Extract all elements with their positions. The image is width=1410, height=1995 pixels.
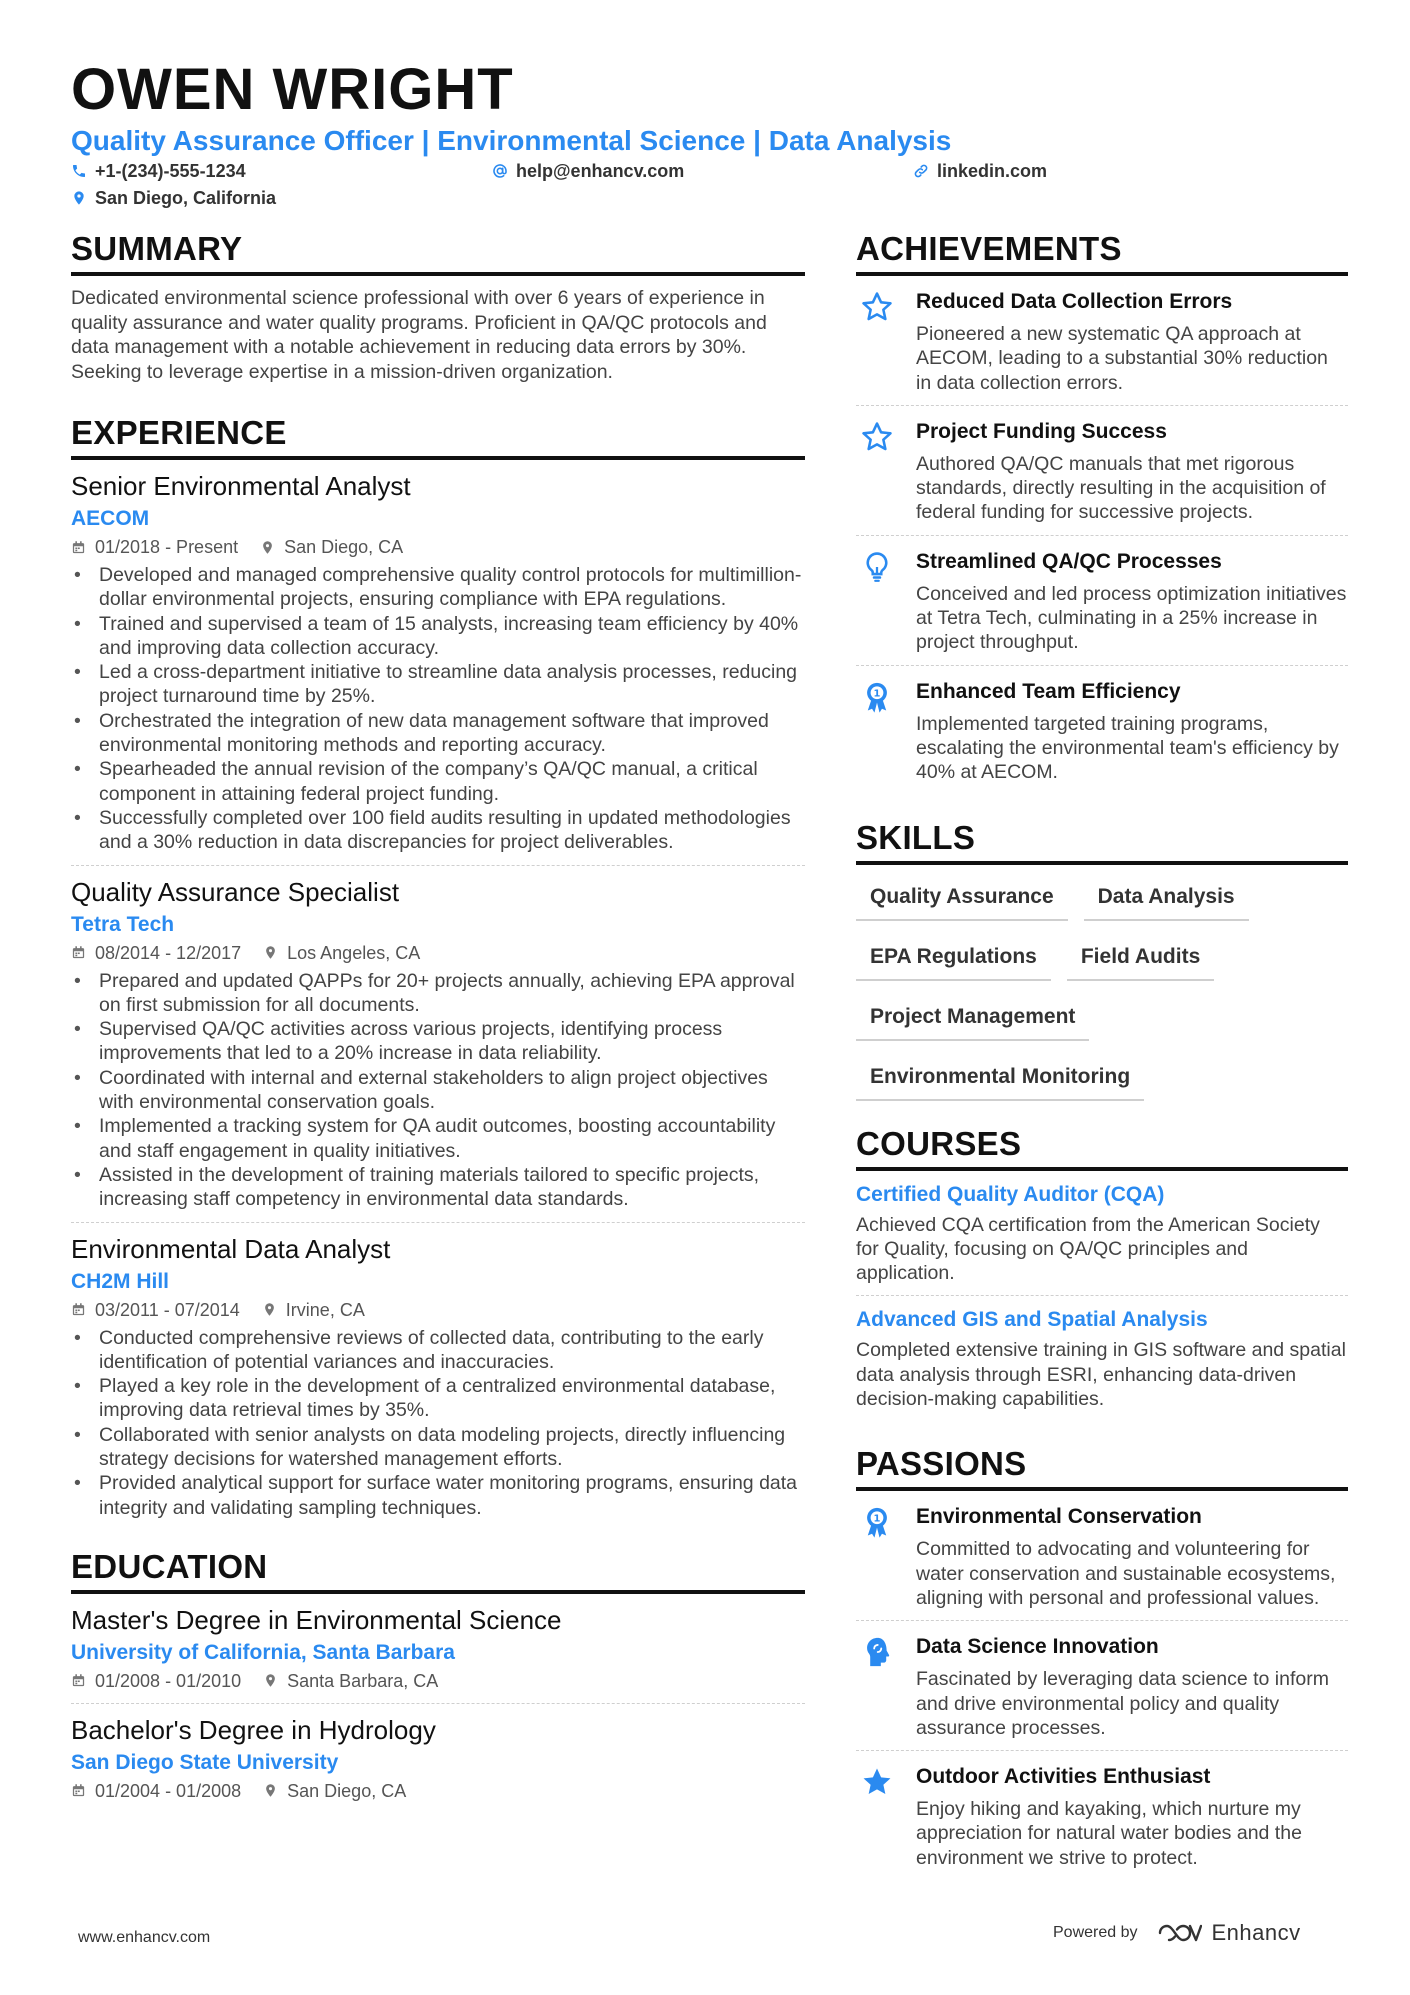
location-pin-icon	[262, 1302, 277, 1317]
company-name: AECOM	[71, 507, 150, 530]
linkedin-text: linkedin.com	[937, 161, 1048, 181]
education-dates	[71, 1669, 241, 1693]
job-bullets	[71, 563, 805, 855]
bullet-item: • Trained and supervised a team of 15 analysts, increasing team efficiency by 40% and improving data collection accuracy.	[71, 612, 805, 661]
achievements-heading: ACHIEVEMENTS	[856, 228, 1348, 276]
location-pin-icon	[263, 945, 278, 960]
job-location-text: San Diego, CA	[284, 537, 404, 557]
school-name: San Diego State University	[71, 1750, 339, 1774]
bullet-item: • Assisted in the development of training materials tailored to specific projects, increasing staff competency in environmental data standards.	[71, 1163, 805, 1212]
calendar-icon	[71, 540, 86, 555]
skills-list	[856, 879, 1348, 1101]
education-location-text: San Diego, CA	[287, 1780, 407, 1801]
achievement-desc: Authored QA/QC manuals that met rigorous standards, directly resulting in the acquisition of federal funding for successive projects.	[916, 452, 1326, 524]
calendar-icon	[71, 1673, 86, 1688]
job-location-text: Los Angeles, CA	[287, 942, 421, 963]
right-column	[856, 228, 1348, 1880]
calendar-icon	[71, 1783, 86, 1798]
award-ribbon-icon	[860, 1505, 894, 1539]
job-location	[263, 941, 420, 965]
calendar-icon	[71, 945, 86, 960]
achievement-desc: Conceived and led process optimization initiatives at Tetra Tech, culminating in a 25% increase in project throughput.	[916, 582, 1347, 654]
skill-tag: Project Management	[856, 999, 1089, 1041]
location-text: San Diego, California	[95, 188, 277, 208]
company-name: CH2M Hill	[71, 1269, 170, 1293]
course-item	[856, 1296, 1348, 1421]
bullet-item: • Successfully completed over 100 field audits resulting in updated methodologies and a 30% reduction in data discrepancies for project deliverables.	[71, 806, 805, 855]
school-name: University of California, Santa Barbara	[71, 1640, 455, 1664]
location-pin-icon	[71, 190, 87, 206]
course-item	[856, 1171, 1348, 1297]
skill-tag: Environmental Monitoring	[856, 1059, 1144, 1101]
education-meta	[71, 1669, 805, 1693]
candidate-name: OWEN WRIGHT	[71, 57, 514, 122]
education-heading: EDUCATION	[71, 1546, 805, 1594]
education-dates-text: 01/2004 - 01/2008	[95, 1780, 242, 1801]
bullet-item: • Spearheaded the annual revision of the company’s QA/QC manual, a critical component in attaining federal project funding.	[71, 757, 805, 806]
job-meta	[71, 535, 805, 559]
bullet-item: • Prepared and updated QAPPs for 20+ projects annually, achieving EPA approval on first submission for all documents.	[71, 969, 805, 1018]
education-location	[263, 1779, 406, 1803]
skills-heading: SKILLS	[856, 817, 1348, 865]
skill-tag: Quality Assurance	[856, 879, 1068, 921]
job-bullets	[71, 1326, 805, 1520]
experience-entry	[71, 1223, 805, 1530]
left-column	[71, 228, 805, 1813]
star-filled-icon	[860, 1765, 894, 1799]
job-dates	[71, 535, 238, 559]
job-dates-text: 08/2014 - 12/2017	[95, 942, 242, 963]
experience-entry	[71, 460, 805, 866]
achievement-desc: Implemented targeted training programs, escalating the environmental team's efficiency by 40% at AECOM.	[916, 712, 1339, 784]
company-name: Tetra Tech	[71, 912, 175, 936]
contact-email[interactable]	[492, 159, 684, 183]
job-dates	[71, 1298, 240, 1322]
bullet-item: • Conducted comprehensive reviews of collected data, contributing to the early identification of potential variances and inaccuracies.	[71, 1326, 805, 1375]
brain-head-icon	[860, 1635, 894, 1669]
education-location	[263, 1669, 438, 1693]
achievement-item	[856, 666, 1348, 795]
skill-tag: Field Audits	[1067, 939, 1214, 981]
education-entry	[71, 1704, 805, 1813]
job-bullets	[71, 969, 805, 1212]
passions-heading: PASSIONS	[856, 1443, 1348, 1491]
passion-desc: Committed to advocating and volunteering for water conservation and sustainable ecosystems, aligning with personal and professional values.	[916, 1538, 1336, 1609]
award-ribbon-icon	[860, 680, 894, 714]
footer-branding	[1053, 1920, 1301, 1946]
star-outline-icon	[860, 290, 894, 324]
star-outline-icon	[860, 420, 894, 454]
job-location	[260, 535, 403, 559]
achievement-title: Project Funding Success	[916, 419, 1167, 443]
contact-location	[71, 186, 276, 210]
degree-title: Bachelor's Degree in Hydrology	[71, 1714, 436, 1745]
achievement-title: Streamlined QA/QC Processes	[916, 549, 1222, 573]
calendar-icon	[71, 1302, 86, 1317]
education-entry	[71, 1594, 805, 1704]
courses-heading: COURSES	[856, 1123, 1348, 1171]
job-title: Environmental Data Analyst	[71, 1233, 391, 1264]
skill-tag: Data Analysis	[1084, 879, 1249, 921]
achievement-item	[856, 536, 1348, 666]
lightbulb-icon	[860, 550, 894, 584]
education-dates-text: 01/2008 - 01/2010	[95, 1670, 242, 1691]
contact-linkedin[interactable]	[913, 159, 1047, 183]
job-dates	[71, 941, 241, 965]
phone-icon	[71, 163, 87, 179]
achievement-title: Enhanced Team Efficiency	[916, 679, 1181, 703]
passion-item	[856, 1621, 1348, 1751]
experience-entry	[71, 866, 805, 1223]
email-text: help@enhancv.com	[516, 161, 685, 181]
job-location	[262, 1298, 365, 1322]
job-title: Quality Assurance Specialist	[71, 876, 400, 907]
at-sign-icon	[492, 163, 508, 179]
achievement-title: Reduced Data Collection Errors	[916, 290, 1233, 313]
passion-title: Data Science Innovation	[916, 1635, 1159, 1659]
headline: Quality Assurance Officer | Environmental Science | Data Analysis	[71, 125, 952, 156]
job-meta	[71, 1298, 805, 1322]
summary-text: Dedicated environmental science professional with over 6 years of experience in quality assurance and water quality programs. Proficient in QA/QC protocols and data management with a notable achievement in reducing data errors by 30%. Seeking to leverage expertise in a mission-driven organization.	[71, 287, 767, 383]
passion-title: Outdoor Activities Enthusiast	[916, 1765, 1211, 1789]
location-pin-icon	[263, 1673, 278, 1688]
job-title: Senior Environmental Analyst	[71, 471, 411, 501]
bullet-item: • Implemented a tracking system for QA audit outcomes, boosting accountability and staff engagement in quality initiatives.	[71, 1114, 805, 1163]
enhancv-logo[interactable]	[1156, 1920, 1301, 1946]
education-dates	[71, 1779, 241, 1803]
job-dates-text: 01/2018 - Present	[95, 537, 239, 557]
location-pin-icon	[263, 1783, 278, 1798]
achievement-desc: Pioneered a new systematic QA approach at AECOM, leading to a substantial 30% reduction in data collection errors.	[916, 323, 1328, 394]
bullet-item: • Collaborated with senior analysts on data modeling projects, directly influencing strategy decisions for watershed management efforts.	[71, 1423, 805, 1472]
course-desc: Achieved CQA certification from the American Society for Quality, focusing on QA/QC principles and application.	[856, 1213, 1320, 1285]
course-title: Advanced GIS and Spatial Analysis	[856, 1308, 1208, 1332]
bullet-item: • Led a cross-department initiative to streamline data analysis processes, reducing project turnaround time by 25%.	[71, 660, 805, 709]
achievement-item	[856, 276, 1348, 406]
brand-text: Enhancv	[1211, 1920, 1301, 1945]
svg-text:1: 1	[873, 1513, 881, 1525]
experience-heading: EXPERIENCE	[71, 412, 805, 460]
passion-desc: Fascinated by leveraging data science to inform and drive environmental policy and quality assurance processes.	[916, 1668, 1329, 1739]
job-location-text: Irvine, CA	[285, 1299, 365, 1320]
powered-by-label: Powered by	[1053, 1924, 1138, 1941]
bullet-item: • Played a key role in the development of a centralized environmental database, improving data retrieval times by 35%.	[71, 1374, 805, 1423]
bullet-item: • Coordinated with internal and external stakeholders to align project objectives with environmental conservation goals.	[71, 1066, 805, 1115]
course-desc: Completed extensive training in GIS software and spatial data analysis through ESRI, enhancing data-driven decision-making capabilities.	[856, 1339, 1346, 1411]
passion-desc: Enjoy hiking and kayaking, which nurture my appreciation for natural water bodies and the environment we strive to protect.	[916, 1798, 1302, 1869]
phone-text: +1-(234)-555-1234	[95, 161, 246, 181]
svg-text:1: 1	[873, 687, 881, 699]
passion-item	[856, 1751, 1348, 1880]
course-title: Certified Quality Auditor (CQA)	[856, 1182, 1165, 1206]
link-icon	[913, 163, 929, 179]
achievement-item	[856, 406, 1348, 536]
degree-title: Master's Degree in Environmental Science	[71, 1604, 562, 1635]
bullet-item: • Developed and managed comprehensive quality control protocols for multimillion-dollar environmental projects, ensuring compliance with EPA regulations.	[71, 563, 805, 612]
passion-item	[856, 1491, 1348, 1621]
bullet-item: • Provided analytical support for surface water monitoring programs, ensuring data integrity and validating sampling techniques.	[71, 1471, 805, 1520]
job-meta	[71, 941, 805, 965]
location-pin-icon	[260, 540, 275, 555]
summary-heading: SUMMARY	[71, 228, 805, 276]
education-location-text: Santa Barbara, CA	[287, 1670, 439, 1691]
skill-tag: EPA Regulations	[856, 939, 1051, 981]
bullet-item: • Supervised QA/QC activities across various projects, identifying process improvements that led to a 20% increase in data reliability.	[71, 1017, 805, 1066]
passion-title: Environmental Conservation	[916, 1505, 1202, 1529]
education-meta	[71, 1779, 805, 1803]
contact-phone[interactable]	[71, 159, 246, 183]
job-dates-text: 03/2011 - 07/2014	[95, 1299, 240, 1320]
footer-website[interactable]: www.enhancv.com	[78, 1929, 211, 1946]
bullet-item: • Orchestrated the integration of new data management software that improved environmental monitoring methods and reporting accuracy.	[71, 709, 805, 758]
enhancv-logo-icon	[1156, 1921, 1202, 1945]
